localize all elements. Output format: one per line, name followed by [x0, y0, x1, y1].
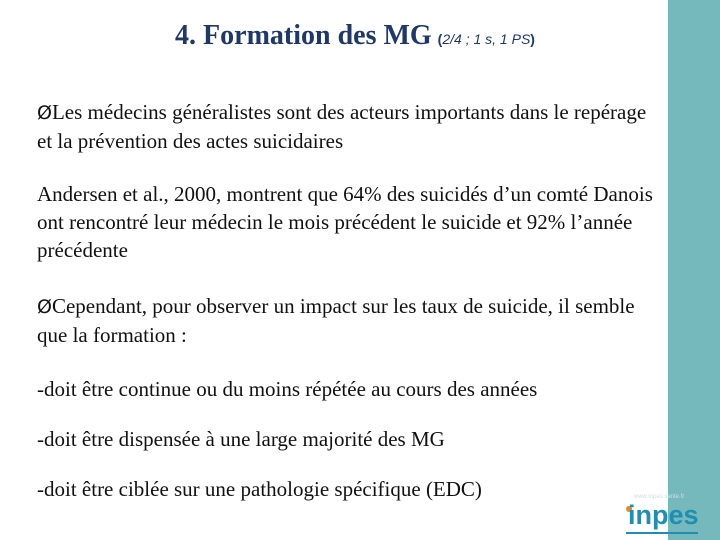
list-item — [37, 375, 662, 403]
arrow-bullet-icon: Ø — [37, 102, 52, 124]
paragraph-text: Les médecins généralistes sont des acteurs importants dans le repérage et la prévention des actes suicidaires — [37, 100, 647, 153]
slide-title — [0, 20, 710, 52]
list-item-text: -doit être continue ou du moins répétée au cours des années — [37, 377, 538, 401]
title-sub-text: 2/4 ; 1 s, 1 PS — [442, 31, 531, 47]
right-accent-bar — [668, 0, 720, 540]
inpes-logo — [622, 494, 702, 538]
list-item — [37, 425, 662, 453]
paragraph — [37, 180, 662, 264]
list-item — [37, 475, 662, 503]
paragraph-text: Andersen et al., 2000, montrent que 64% des suicidés d’un comté Danois ont rencontré leur médecin le mois précédent le suicide et 92% l’année précédente — [37, 182, 653, 262]
title-sub-open: ( — [437, 31, 443, 47]
logo-url: www.inpes.sante.fr — [634, 494, 685, 500]
paragraph-text: Cependant, pour observer un impact sur les taux de suicide, il semble que la formation : — [37, 294, 635, 347]
bullet-paragraph — [37, 292, 662, 349]
title-sub-close: ) — [530, 31, 535, 47]
bullet-paragraph — [37, 98, 662, 155]
title-main: 4. Formation des MG — [175, 20, 432, 51]
arrow-bullet-icon: Ø — [37, 296, 52, 318]
list-item-text: -doit être dispensée à une large majorité des MG — [37, 427, 445, 451]
title-subtitle — [438, 31, 535, 47]
list-item-text: -doit être ciblée sur une pathologie spécifique (EDC) — [37, 477, 482, 501]
logo-name: inpes — [628, 500, 699, 530]
slide-body — [37, 98, 662, 503]
logo-underline — [626, 532, 698, 534]
